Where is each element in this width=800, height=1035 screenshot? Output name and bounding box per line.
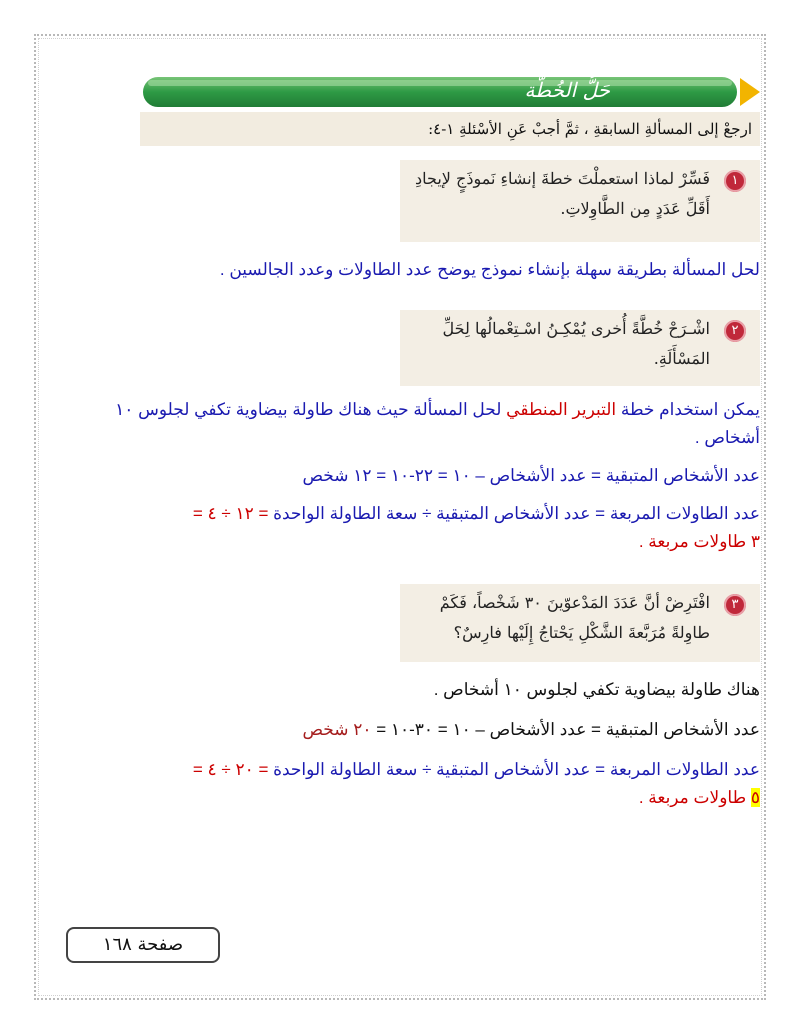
answer-2-eq2-main: عدد الطاولات المربعة = عدد الأشخاص المتبقية ÷ سعة الطاولة الواحدة [268,504,760,523]
question-2 [400,310,760,386]
question-text: اشْـرَحْ خُطَّةً أُخرى يُمْكِـنُ اسْـتِعْمالُها لِحَلِّ المَسْأَلَةِ. [442,319,710,368]
answer-3-eq2-value: = ٢٠ ÷ ٤ = [192,760,269,779]
answer-2-eq2-value: = ١٢ ÷ ٤ = [192,504,269,523]
header-arrow-icon [740,78,760,106]
question-text: فَسِّرْ لماذا استعملْتَ خطةَ إنشاءِ نَموذَجٍ لإيجادِ أَقَلِّ عَدَدٍ مِن الطَّاوِلاتِ. [415,169,710,218]
answer-2-equation-2 [40,500,760,556]
answer-3-result: طاولات مربعة . [638,788,751,807]
answer-3-equation-1 [60,716,760,744]
answer-2-result: ٣ طاولات مربعة . [638,532,760,551]
answer-3-intro: هناك طاولة بيضاوية تكفي لجلوس ١٠ أشخاص . [433,680,760,699]
answer-2-strategy: التبرير المنطقي [506,400,617,419]
question-1 [400,160,760,242]
answer-3-result-number: ٥ [750,788,760,807]
instruction-text: ارجعْ إلى المسألةِ السابقةِ ، ثمَّ أجبْ عَنِ الأسْئلةِ ١-٤: [140,112,760,146]
answer-3-equation-2 [40,756,760,812]
answer-2-post: لحل المسألة حيث هناك طاولة بيضاوية تكفي لجلوس ١٠ أشخاص . [115,400,760,447]
question-number-badge: ٣ [724,594,746,616]
question-number-badge: ٢ [724,320,746,342]
answer-2-equation-1: عدد الأشخاص المتبقية = عدد الأشخاص – ١٠ = ٢٢-١٠ = ١٢ شخص [302,466,760,485]
section-header [140,72,760,112]
answer-3-eq1-main: عدد الأشخاص المتبقية = عدد الأشخاص – ١٠ = ٣٠-١٠ = [371,720,760,739]
answer-3-eq1-value: ٢٠ شخص [302,720,372,739]
answer-2-intro [60,396,760,452]
header-title: حَلُّ الخُطَّة [524,78,610,102]
question-number-badge: ١ [724,170,746,192]
answer-2-pre: يمكن استخدام خطة [616,400,760,419]
answer-3-eq2-main: عدد الطاولات المربعة = عدد الأشخاص المتبقية ÷ سعة الطاولة الواحدة [268,760,760,779]
answer-1: لحل المسألة بطريقة سهلة بإنشاء نموذج يوضح عدد الطاولات وعدد الجالسين . [219,260,760,279]
header-banner-shape [140,72,760,112]
page-number-badge: صفحة ١٦٨ [66,927,220,963]
question-3 [400,584,760,662]
question-text: افْتَرِضْ أنَّ عَدَدَ المَدْعوّينَ ٣٠ شَخْصاً، فَكَمْ طاوِلةً مُرَبَّعةَ الشَّكْلِ يَحْتاجُ إِلَيْها فارِسٌ؟ [439,593,710,642]
